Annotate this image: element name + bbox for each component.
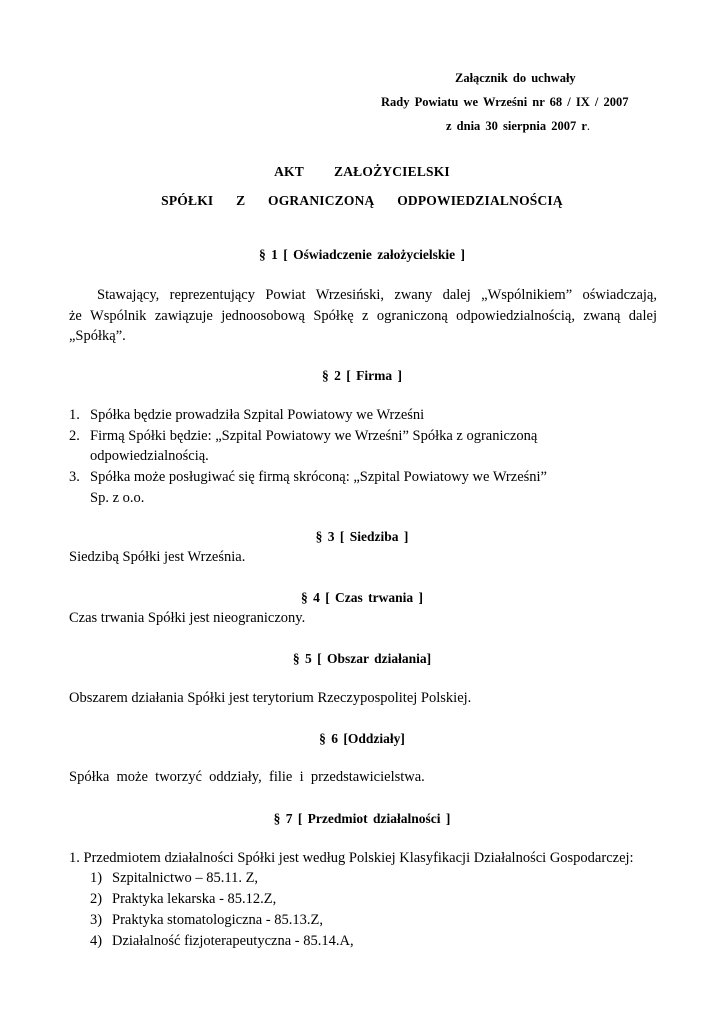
section-4-heading: § 4 [ Czas trwania ]: [300, 590, 424, 605]
list-item-text: Firmą Spółki będzie: „Szpital Powiatowy we Wrześni” Spółka z ograniczoną: [90, 428, 538, 444]
list-item-number: 3): [90, 912, 103, 928]
document-subtitle: SPÓŁKI Z OGRANICZONĄ ODPOWIEDZIALNOŚCIĄ: [161, 193, 563, 208]
section-1-line-3: „Spółką”.: [69, 328, 126, 344]
section-1-line-2: że Wspólnik zawiązuje jednoosobową Spółkę z ograniczoną odpowiedzialnością, zwaną dalej: [69, 308, 657, 324]
section-7-intro: 1. Przedmiotem działalności Spółki jest według Polskiej Klasyfikacji Działalności Gospodarczej:: [69, 850, 634, 866]
list-item-text-continued: Sp. z o.o.: [90, 490, 145, 506]
attachment-date: z dnia 30 sierpnia 2007 r: [446, 119, 587, 133]
section-6-heading: § 6 [Oddziały]: [319, 731, 405, 746]
section-2-list: [0, 407, 724, 507]
list-item-text: Praktyka stomatologiczna - 85.13.Z,: [112, 912, 324, 928]
list-item-number: 3.: [69, 469, 80, 485]
list-item-number: 2.: [69, 428, 80, 444]
section-5-text: Obszarem działania Spółki jest terytorium Rzeczypospolitej Polskiej.: [69, 690, 472, 706]
attachment-line-1: Załącznik do uchwały: [455, 71, 576, 85]
document-title: AKT ZAŁOŻYCIELSKI: [274, 164, 450, 179]
section-4-text: Czas trwania Spółki jest nieograniczony.: [69, 610, 306, 626]
section-2-heading: § 2 [ Firma ]: [322, 368, 402, 383]
list-item-text: Praktyka lekarska - 85.12.Z,: [112, 891, 277, 907]
list-item-number: 4): [90, 933, 103, 949]
section-7-heading: § 7 [ Przedmiot działalności ]: [273, 811, 451, 826]
list-item-text: Działalność fizjoterapeutyczna - 85.14.A,: [112, 933, 354, 949]
section-5-heading: § 5 [ Obszar działania]: [292, 651, 432, 666]
attachment-date-period: .: [586, 119, 591, 133]
section-3-text: Siedzibą Spółki jest Września.: [69, 549, 246, 565]
section-3-heading: § 3 [ Siedziba ]: [315, 529, 409, 544]
attachment-line-3: [446, 119, 590, 134]
list-item-text: Spółka będzie prowadziła Szpital Powiatowy we Wrześni: [90, 407, 425, 423]
list-item-number: 1.: [69, 407, 80, 423]
list-item-text: Szpitalnictwo – 85.11. Z,: [112, 870, 259, 886]
section-1-heading: § 1 [ Oświadczenie założycielskie ]: [258, 247, 466, 262]
list-item-text: Spółka może posługiwać się firmą skróconą: „Szpital Powiatowy we Wrześni”: [90, 469, 547, 485]
list-item-text-continued: odpowiedzialnością.: [90, 448, 209, 464]
list-item-number: 2): [90, 891, 103, 907]
section-7-list: [0, 870, 724, 960]
section-1-line-1: Stawający, reprezentujący Powiat Wrzesiński, zwany dalej „Wspólnikiem” oświadczają,: [97, 287, 657, 303]
list-item-number: 1): [90, 870, 103, 886]
section-6-text: Spółka może tworzyć oddziały, filie i przedstawicielstwa.: [69, 769, 425, 785]
attachment-line-2: Rady Powiatu we Wrześni nr 68 / IX / 2007: [381, 95, 629, 109]
